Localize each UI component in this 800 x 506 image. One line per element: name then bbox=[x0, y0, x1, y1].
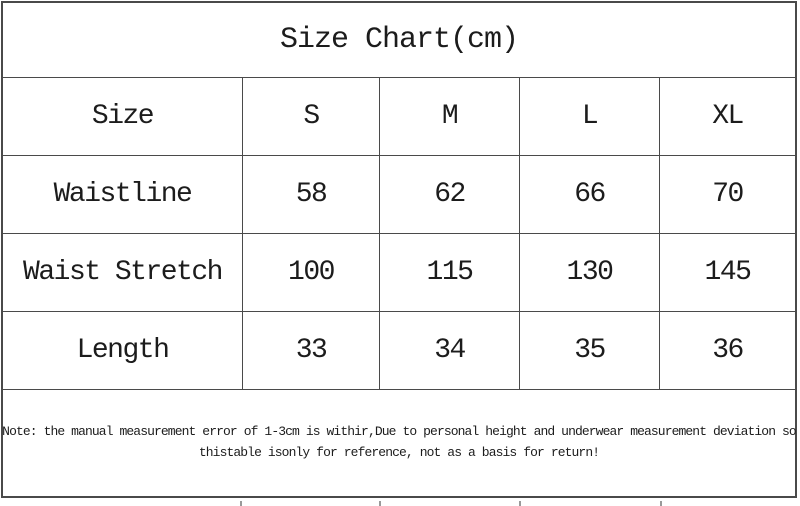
length-l: 35 bbox=[520, 312, 660, 389]
waistline-xl: 70 bbox=[712, 179, 743, 210]
length-s: 33 bbox=[243, 312, 380, 389]
note-line-1: Note: the manual measurement error of 1-3cm is withir,Due to personal height and underwear measurement deviation so bbox=[2, 424, 796, 440]
table-header-row bbox=[3, 78, 795, 156]
cropped-column-divider bbox=[240, 501, 242, 506]
length-xl: 36 bbox=[712, 335, 743, 366]
table-row-waist-stretch bbox=[3, 234, 795, 312]
measurement-note bbox=[3, 390, 795, 496]
cropped-column-divider bbox=[660, 501, 662, 506]
waistline-s: 58 bbox=[243, 156, 380, 233]
size-chart-table bbox=[1, 1, 797, 498]
header-cell-m: M bbox=[380, 78, 520, 155]
header-cell-xl: XL bbox=[712, 101, 743, 132]
cropped-column-divider bbox=[519, 501, 521, 506]
header-cell-s: S bbox=[243, 78, 380, 155]
length-m: 34 bbox=[380, 312, 520, 389]
note-line-2: thistable isonly for reference, not as a basis for return! bbox=[198, 445, 600, 460]
cropped-column-divider bbox=[379, 501, 381, 506]
chart-title: Size Chart(cm) bbox=[3, 3, 795, 78]
header-cell-l: L bbox=[520, 78, 660, 155]
row-label-length: Length bbox=[3, 312, 243, 389]
waist-stretch-xl: 145 bbox=[704, 257, 751, 288]
row-label-waist-stretch: Waist Stretch bbox=[3, 234, 243, 311]
waistline-m: 62 bbox=[380, 156, 520, 233]
waist-stretch-l: 130 bbox=[520, 234, 660, 311]
table-row-waistline bbox=[3, 156, 795, 234]
waist-stretch-m: 115 bbox=[380, 234, 520, 311]
table-row-length bbox=[3, 312, 795, 390]
waistline-l: 66 bbox=[520, 156, 660, 233]
cropped-next-row-strip bbox=[0, 500, 800, 506]
waist-stretch-s: 100 bbox=[243, 234, 380, 311]
header-cell-size: Size bbox=[3, 78, 243, 155]
row-label-waistline: Waistline bbox=[3, 156, 243, 233]
